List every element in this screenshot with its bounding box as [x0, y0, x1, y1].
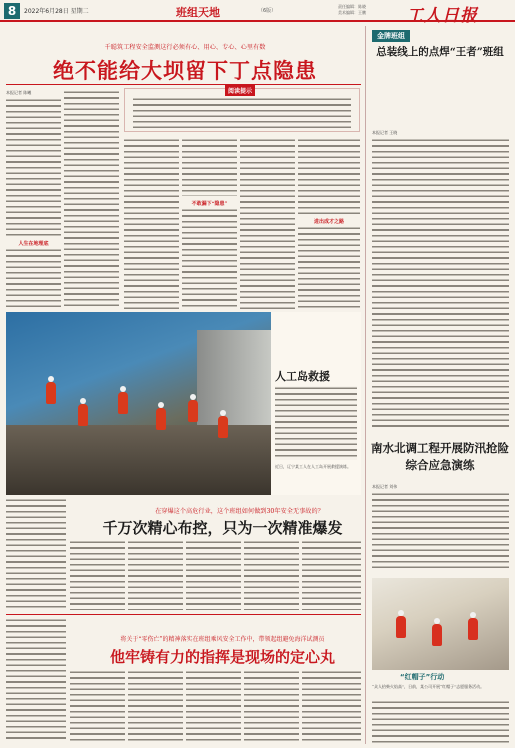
story1-subhead-3: 进出成才之路	[313, 219, 344, 225]
sidebar-story-title: 南水北调工程开展防汛抢险综合应急演练	[371, 441, 509, 472]
editors: 责任编辑：陈晓 美术编辑：王鹏	[338, 4, 366, 15]
story1-col1-text	[6, 98, 61, 236]
photo-caption-box	[271, 312, 361, 495]
section-title: 班组天地	[176, 6, 220, 19]
sidebar-story-text	[372, 492, 509, 572]
photo-caption-text: 近日，辽宁某工人在人工岛开展救援演练。	[275, 464, 351, 469]
story2-kicker: 在穿爆这个高危行业，这个班组如何做到30年安全无事故的？	[155, 508, 324, 515]
sidebar-photo-caption: “红帽子”行动	[400, 673, 445, 681]
sidebar-headline: 总装线上的点焊“王者”班组	[376, 46, 504, 58]
story3-col4-text	[186, 670, 241, 743]
sidebar-banner: 金牌班组	[372, 30, 410, 42]
photo-deck	[6, 425, 271, 495]
story3-col3-text	[128, 670, 183, 743]
page-code: （6版）	[258, 8, 277, 14]
photo-caption-title: 人工岛救援	[275, 370, 330, 383]
sidebar-body-text	[372, 138, 509, 428]
story1-subhead-1: 人生在地理底	[18, 241, 49, 247]
story2-col3-text	[128, 540, 183, 610]
story3-col2-text	[70, 670, 125, 743]
photo-worker-1	[46, 382, 56, 404]
story2-headline: 千万次精心布控，只为一次精准爆发	[102, 519, 343, 537]
page-number: 8	[4, 3, 20, 19]
photo-worker-2	[78, 404, 88, 426]
story1-subhead-2: 不敢漏下“隐患”	[191, 201, 228, 207]
rescue-photo	[6, 312, 271, 495]
sidebar-photo-person-3	[468, 618, 478, 640]
photo-worker-5	[188, 400, 198, 422]
story-divider	[6, 614, 361, 615]
sidebar-byline: 本报记者 王晓	[372, 130, 398, 135]
story1-lead-box	[124, 88, 360, 132]
story1-headline: 绝不能给大坝留下丁点隐患	[53, 58, 317, 83]
photo-wall	[197, 330, 271, 440]
story1-col4-text-b	[182, 208, 237, 310]
sidebar-photo-text-lines	[372, 700, 509, 744]
story2-col1-text	[6, 498, 66, 608]
story2-col6-text	[302, 540, 361, 610]
sidebar-photo-text: “众人拾柴火焰高”，日前，某公司开展“红帽子”志愿服务活动。	[372, 684, 485, 689]
story1-col5-text	[240, 138, 295, 310]
story1-col1-text-b	[6, 248, 61, 310]
story3-kicker: 将关于“零伤亡”的精神落实在班组乘风安全工作中，带领起组避免海洋试测员	[120, 636, 325, 643]
story3-col6-text	[302, 670, 361, 743]
photo-worker-6	[218, 416, 228, 438]
story1-byline: 本报记者 陈曦	[6, 90, 32, 95]
story3-headline: 他牢铸有力的指挥是现场的定心丸	[109, 648, 335, 666]
story3-col5-text	[244, 670, 299, 743]
story2-col4-text	[186, 540, 241, 610]
story1-col6-text	[298, 138, 360, 214]
sidebar-photo-person-1	[396, 616, 406, 638]
sidebar-photo	[372, 578, 509, 670]
lead-box-text	[133, 97, 351, 129]
story2-col5-text	[244, 540, 299, 610]
sidebar-divider	[365, 26, 366, 744]
story1-col4-text	[182, 138, 237, 196]
lead-box-label: 阅读提示	[225, 85, 255, 96]
page-header	[0, 0, 515, 26]
story1-col2-text	[64, 90, 119, 310]
photo-worker-4	[156, 408, 166, 430]
photo-caption-lines	[275, 386, 357, 460]
story1-col3-text	[124, 138, 179, 310]
sidebar-story-byline: 本报记者 刘伟	[372, 484, 398, 489]
story2-col2-text	[70, 540, 125, 610]
story1-kicker: 千聪筑工程安全监测这行必须有心、用心、专心、心里有数	[104, 44, 266, 51]
story3-col1-text	[6, 618, 66, 743]
issue-date: 2022年6月28日 星期二	[24, 8, 89, 15]
newspaper-logo: 工人日报	[406, 6, 478, 26]
photo-worker-3	[118, 392, 128, 414]
sidebar-photo-person-2	[432, 624, 442, 646]
story1-col6-text-b	[298, 226, 360, 310]
headline-rule	[6, 84, 361, 85]
